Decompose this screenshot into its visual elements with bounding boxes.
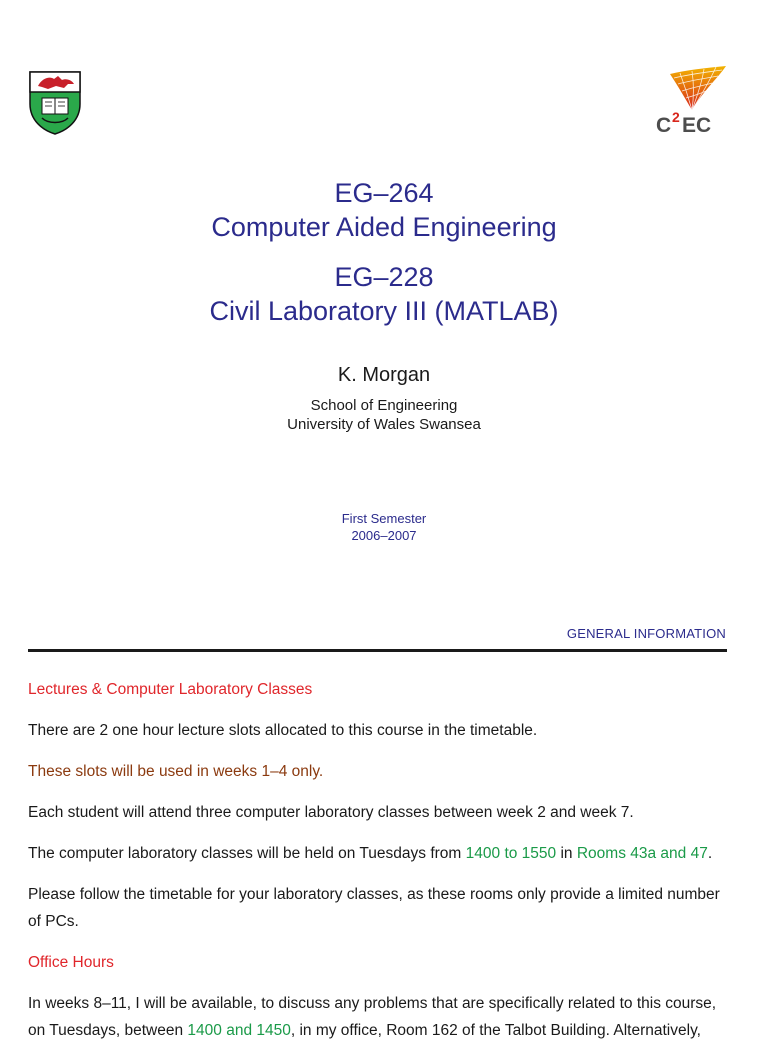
paragraph-lecture-slots: There are 2 one hour lecture slots allocated to this course in the timetable. <box>28 722 538 739</box>
heading-lectures: Lectures & Computer Laboratory Classes <box>28 681 313 698</box>
svg-text:C: C <box>656 114 672 137</box>
lab-times-post: . <box>707 845 713 862</box>
semester-term: First Semester <box>341 511 427 526</box>
semester-year: 2006–2007 <box>351 528 417 543</box>
university: University of Wales Swansea <box>287 416 481 433</box>
office-hours-line2-post: , in my office, Room 162 of the Talbot Building. Alternatively, <box>290 1022 701 1039</box>
course-title-1 <box>0 176 768 244</box>
c2ec-logo <box>652 64 732 138</box>
section-label: GENERAL INFORMATION <box>566 626 726 641</box>
course-name-1: Computer Aided Engineering <box>211 212 557 242</box>
lab-time: 1400 to 1550 <box>465 845 557 862</box>
page-content <box>28 676 728 1058</box>
office-hours-time: 1400 and 1450 <box>187 1022 291 1039</box>
course-code-2: EG–228 <box>334 262 434 292</box>
department: School of Engineering <box>310 397 458 414</box>
university-crest-logo <box>28 70 82 136</box>
heading-office-hours: Office Hours <box>28 954 114 971</box>
lab-times-mid: in <box>556 845 577 862</box>
author-affiliation <box>0 396 768 434</box>
author-name: K. Morgan <box>337 364 431 386</box>
svg-text:2: 2 <box>672 109 680 125</box>
lab-rooms: Rooms 43a and 47 <box>576 845 708 862</box>
lab-times-pre: The computer laboratory classes will be held on Tuesdays from <box>28 845 466 862</box>
divider-rule <box>28 649 727 652</box>
course-name-2: Civil Laboratory III (MATLAB) <box>209 296 559 326</box>
paragraph-lab-classes: Each student will attend three computer laboratory classes between week 2 and week 7. <box>28 804 634 821</box>
office-hours-line1: In weeks 8–11, I will be available, to discuss any problems that are specifically related to this course, <box>28 995 717 1012</box>
office-hours-line2-pre: on Tuesdays, between <box>28 1022 188 1039</box>
paragraph-weeks-note: These slots will be used in weeks 1–4 only. <box>28 763 324 780</box>
paragraph-timetable: Please follow the timetable for your laboratory classes, as these rooms only provide a limited number of PCs. <box>28 886 720 930</box>
paragraph-office-hours <box>28 990 728 1044</box>
course-code-1: EG–264 <box>334 178 434 208</box>
svg-text:EC: EC <box>682 114 712 137</box>
paragraph-lab-times <box>28 840 728 867</box>
semester-info <box>0 510 768 544</box>
course-title-2 <box>0 260 768 328</box>
